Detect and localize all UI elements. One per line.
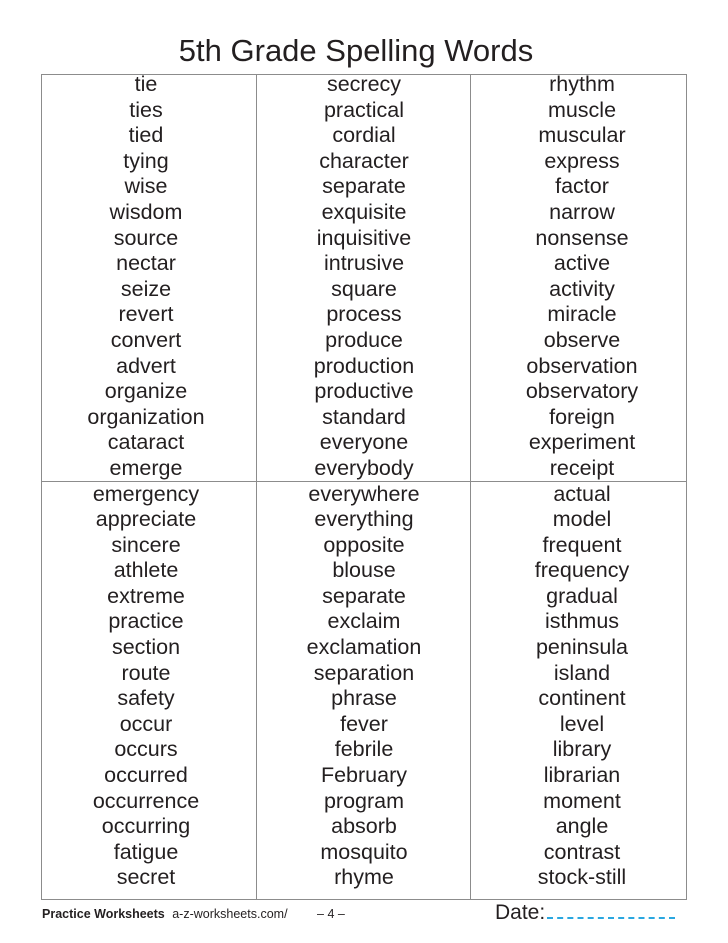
spelling-word: library — [552, 737, 612, 762]
spelling-word: separate — [322, 174, 406, 199]
spelling-word: safety — [117, 686, 175, 711]
spelling-word: occurred — [104, 763, 188, 788]
spelling-word: process — [326, 302, 402, 327]
spelling-word: moment — [543, 788, 621, 813]
spelling-word: receipt — [549, 455, 615, 480]
spelling-word: librarian — [543, 763, 621, 788]
spelling-word: peninsula — [535, 635, 629, 660]
spelling-word: occur — [119, 711, 173, 736]
spelling-word: model — [552, 507, 612, 532]
spelling-word: stock-still — [537, 865, 627, 890]
spelling-word: rhythm — [549, 72, 615, 96]
spelling-word: fever — [340, 711, 388, 736]
spelling-word: everyone — [319, 430, 409, 455]
spelling-word: contrast — [543, 839, 621, 864]
spelling-word: wisdom — [109, 199, 183, 224]
spelling-word: tie — [134, 72, 158, 96]
spelling-word: secrecy — [326, 72, 402, 96]
grid-column-divider-2 — [470, 74, 471, 900]
spelling-word: experiment — [528, 430, 636, 455]
date-field — [495, 899, 675, 925]
spelling-word: frequency — [534, 558, 630, 583]
spelling-word: phrase — [331, 686, 397, 711]
date-blank-line — [547, 899, 675, 919]
spelling-word: occurring — [101, 814, 191, 839]
spelling-word: intrusive — [323, 251, 405, 276]
spelling-word: observe — [543, 327, 621, 352]
spelling-word: febrile — [334, 737, 394, 762]
spelling-word: rhyme — [334, 865, 394, 890]
spelling-word: everybody — [314, 455, 414, 480]
spelling-word: everything — [314, 507, 414, 532]
spelling-word: angle — [555, 814, 609, 839]
spelling-word: cataract — [107, 430, 185, 455]
spelling-word: miracle — [547, 302, 617, 327]
page-title-text: 5th Grade Spelling Words — [178, 33, 534, 68]
footer-brand: Practice Worksheets — [42, 907, 165, 921]
spelling-word: occurs — [114, 737, 178, 762]
spelling-word: productive — [314, 379, 414, 404]
spelling-word: convert — [110, 327, 182, 352]
spelling-word: activity — [549, 276, 615, 301]
spelling-word: cordial — [332, 123, 396, 148]
spelling-word: exclamation — [306, 635, 422, 660]
spelling-word: tying — [123, 148, 169, 173]
spelling-word: organize — [104, 379, 188, 404]
spelling-word: practice — [108, 609, 184, 634]
date-label: Date: — [495, 901, 546, 924]
spelling-word: separate — [322, 583, 406, 608]
spelling-word: mosquito — [320, 839, 408, 864]
spelling-word: revert — [118, 302, 174, 327]
spelling-word: program — [323, 788, 405, 813]
spelling-word: frequent — [542, 532, 622, 557]
spelling-word: narrow — [549, 199, 615, 224]
spelling-word: exclaim — [327, 609, 401, 634]
spelling-word: level — [559, 711, 605, 736]
spelling-word: everywhere — [308, 481, 420, 506]
spelling-word: fatigue — [113, 839, 179, 864]
spelling-word: occurrence — [92, 788, 200, 813]
spelling-word: route — [121, 660, 171, 685]
spelling-word: opposite — [323, 532, 405, 557]
spelling-word: appreciate — [95, 507, 197, 532]
spelling-word: continent — [538, 686, 626, 711]
spelling-word: section — [111, 635, 181, 660]
spelling-word: athlete — [113, 558, 179, 583]
spelling-word: practical — [323, 97, 405, 122]
spelling-word: emergency — [92, 481, 200, 506]
spelling-word: absorb — [331, 814, 397, 839]
spelling-word: organization — [87, 404, 205, 429]
spelling-word: gradual — [546, 583, 618, 608]
spelling-word: production — [313, 353, 415, 378]
spelling-word: emerge — [109, 455, 183, 480]
spelling-word: February — [320, 763, 408, 788]
spelling-word: sincere — [111, 532, 181, 557]
footer-page-number: – 4 – — [317, 907, 345, 921]
footer — [42, 906, 345, 922]
page-title — [0, 33, 728, 69]
spelling-word: produce — [325, 327, 403, 352]
spelling-word: wise — [124, 174, 168, 199]
spelling-word: square — [331, 276, 397, 301]
spelling-word: nonsense — [535, 225, 629, 250]
spelling-word: observation — [526, 353, 638, 378]
spelling-word: character — [319, 148, 409, 173]
spelling-word: foreign — [549, 404, 615, 429]
spelling-word: active — [553, 251, 611, 276]
spelling-word: factor — [555, 174, 609, 199]
spelling-word: isthmus — [544, 609, 620, 634]
spelling-word: advert — [116, 353, 176, 378]
spelling-word: actual — [553, 481, 611, 506]
spelling-word: standard — [322, 404, 406, 429]
spelling-word: muscular — [538, 123, 626, 148]
spelling-word: extreme — [107, 583, 185, 608]
word-column-3 — [482, 72, 682, 891]
spelling-word: observatory — [525, 379, 639, 404]
spelling-word: express — [544, 148, 620, 173]
spelling-word: separation — [313, 660, 415, 685]
spelling-word: exquisite — [321, 199, 407, 224]
spelling-word: seize — [120, 276, 172, 301]
spelling-word: muscle — [547, 97, 617, 122]
spelling-word: blouse — [332, 558, 396, 583]
spelling-word: source — [113, 225, 179, 250]
spelling-word: secret — [116, 865, 176, 890]
spelling-word: tied — [128, 123, 164, 148]
footer-url: a-z-worksheets.com/ — [172, 907, 288, 921]
spelling-word: inquisitive — [316, 225, 412, 250]
word-column-2 — [264, 72, 464, 891]
spelling-word: island — [553, 660, 611, 685]
grid-column-divider-1 — [256, 74, 257, 900]
spelling-word: ties — [129, 97, 163, 122]
spelling-word: nectar — [116, 251, 176, 276]
word-column-1 — [46, 72, 246, 891]
